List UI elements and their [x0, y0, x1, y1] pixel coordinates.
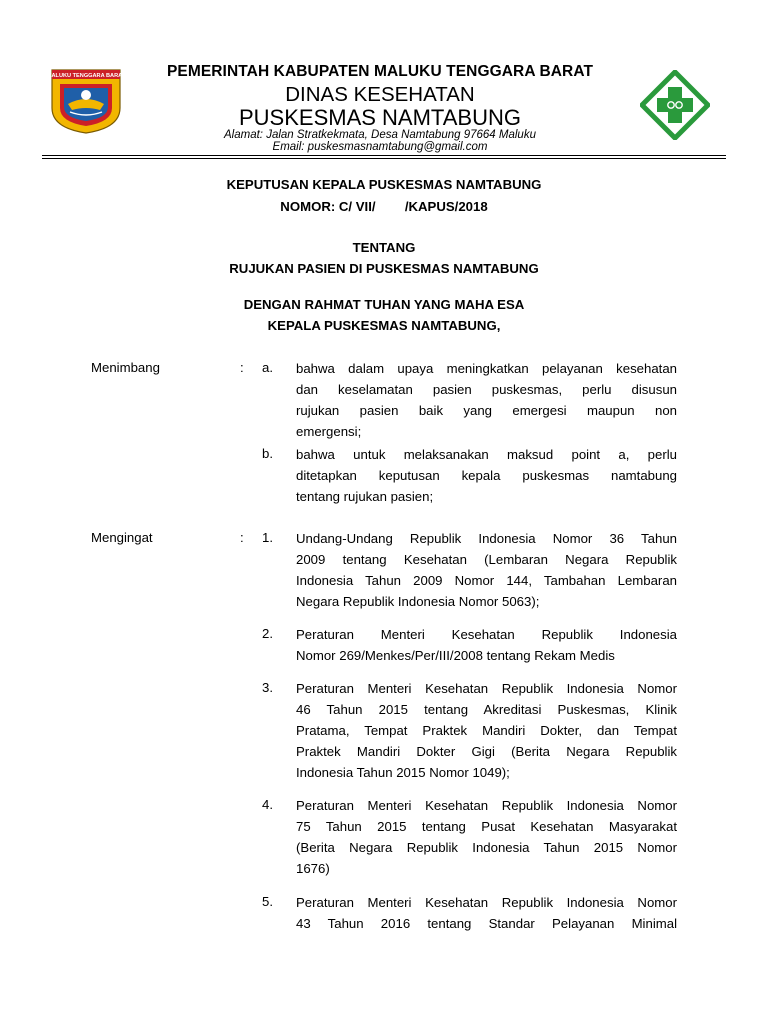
menimbang-item-a: [296, 358, 677, 442]
item-marker: 2.: [262, 626, 273, 641]
text-line: Indonesia Tahun 2009 Nomor 144, Tambahan Lembaran: [296, 573, 677, 588]
mengingat-item-2: [296, 624, 677, 666]
grace-formula: DENGAN RAHMAT TUHAN YANG MAHA ESA: [243, 297, 525, 312]
text-line: Pratama, Tempat Praktek Mandiri Dokter, dan Tempat: [296, 723, 677, 738]
mengingat-label: Mengingat: [91, 530, 153, 545]
item-marker: 1.: [262, 530, 273, 545]
text-line: 43 Tahun 2016 tentang Standar Pelayanan Minimal: [296, 916, 677, 931]
mengingat-item-1: [296, 528, 677, 612]
text-line: Peraturan Menteri Kesehatan Republik Indonesia: [296, 627, 677, 642]
text-line: Peraturan Menteri Kesehatan Republik Indonesia Nomor: [296, 895, 677, 910]
menimbang-colon: :: [240, 360, 244, 375]
address: Alamat: Jalan Stratkekmata, Desa Namtabung 97664 Maluku: [224, 129, 536, 141]
mengingat-item-4: [296, 795, 677, 879]
text-line: rujukan pasien baik yang emergesi maupun non: [296, 403, 677, 418]
decree-number: NOMOR: C/ VII/ /KAPUS/2018: [280, 199, 488, 214]
text-line: Peraturan Menteri Kesehatan Republik Indonesia Nomor: [296, 681, 677, 696]
text-line: 75 Tahun 2015 tentang Pusat Kesehatan Masyarakat: [296, 819, 677, 834]
puskesmas-logo-icon: [640, 70, 710, 140]
agency-name: DINAS KESEHATAN: [285, 83, 475, 106]
mengingat-item-5: [296, 892, 677, 934]
regency-emblem-icon: [50, 68, 122, 134]
text-line: 46 Tahun 2015 tentang Akreditasi Puskesmas, Klinik: [296, 702, 677, 717]
item-marker: 5.: [262, 894, 273, 909]
text-line: bahwa untuk melaksanakan maksud point a, perlu: [296, 447, 677, 462]
text-line: Negara Republik Indonesia Nomor 5063);: [296, 594, 540, 609]
text-line: bahwa dalam upaya meningkatkan pelayanan kesehatan: [296, 361, 677, 376]
government-name: PEMERINTAH KABUPATEN MALUKU TENGGARA BARAT: [166, 63, 594, 80]
decree-title: KEPUTUSAN KEPALA PUSKESMAS NAMTABUNG: [226, 177, 542, 192]
text-line: Peraturan Menteri Kesehatan Republik Indonesia Nomor: [296, 798, 677, 813]
text-line: 2009 tentang Kesehatan (Lembaran Negara Republik: [296, 552, 677, 567]
text-line: Nomor 269/Menkes/Per/III/2008 tentang Rekam Medis: [296, 648, 615, 663]
text-line: Indonesia Tahun 2015 Nomor 1049);: [296, 765, 510, 780]
header-divider-top: [42, 155, 726, 156]
about-label: TENTANG: [352, 240, 416, 255]
about-subject: RUJUKAN PASIEN DI PUSKESMAS NAMTABUNG: [229, 261, 539, 276]
item-marker: b.: [262, 446, 273, 461]
text-line: Undang-Undang Republik Indonesia Nomor 36 Tahun: [296, 531, 677, 546]
text-line: emergensi;: [296, 424, 362, 439]
menimbang-label: Menimbang: [91, 360, 160, 375]
text-line: tentang rujukan pasien;: [296, 489, 434, 504]
menimbang-item-b: [296, 444, 677, 507]
item-marker: a.: [262, 360, 273, 375]
emblem-label: MALUKU TENGGARA BARAT: [50, 73, 122, 79]
mengingat-colon: :: [240, 530, 244, 545]
mengingat-item-3: [296, 678, 677, 783]
text-line: ditetapkan keputusan kepala puskesmas namtabung: [296, 468, 677, 483]
text-line: (Berita Negara Republik Indonesia Tahun 2015 Nomor: [296, 840, 677, 855]
text-line: dan keselamatan pasien puskesmas, perlu disusun: [296, 382, 677, 397]
item-marker: 3.: [262, 680, 273, 695]
text-line: Praktek Mandiri Dokter Gigi (Berita Negara Republik: [296, 744, 677, 759]
header-divider-bottom: [42, 158, 726, 159]
text-line: 1676): [296, 861, 330, 876]
issuer: KEPALA PUSKESMAS NAMTABUNG,: [267, 318, 501, 333]
email: Email: puskesmasnamtabung@gmail.com: [272, 141, 488, 153]
item-marker: 4.: [262, 797, 273, 812]
institution-name: PUSKESMAS NAMTABUNG: [239, 105, 521, 130]
